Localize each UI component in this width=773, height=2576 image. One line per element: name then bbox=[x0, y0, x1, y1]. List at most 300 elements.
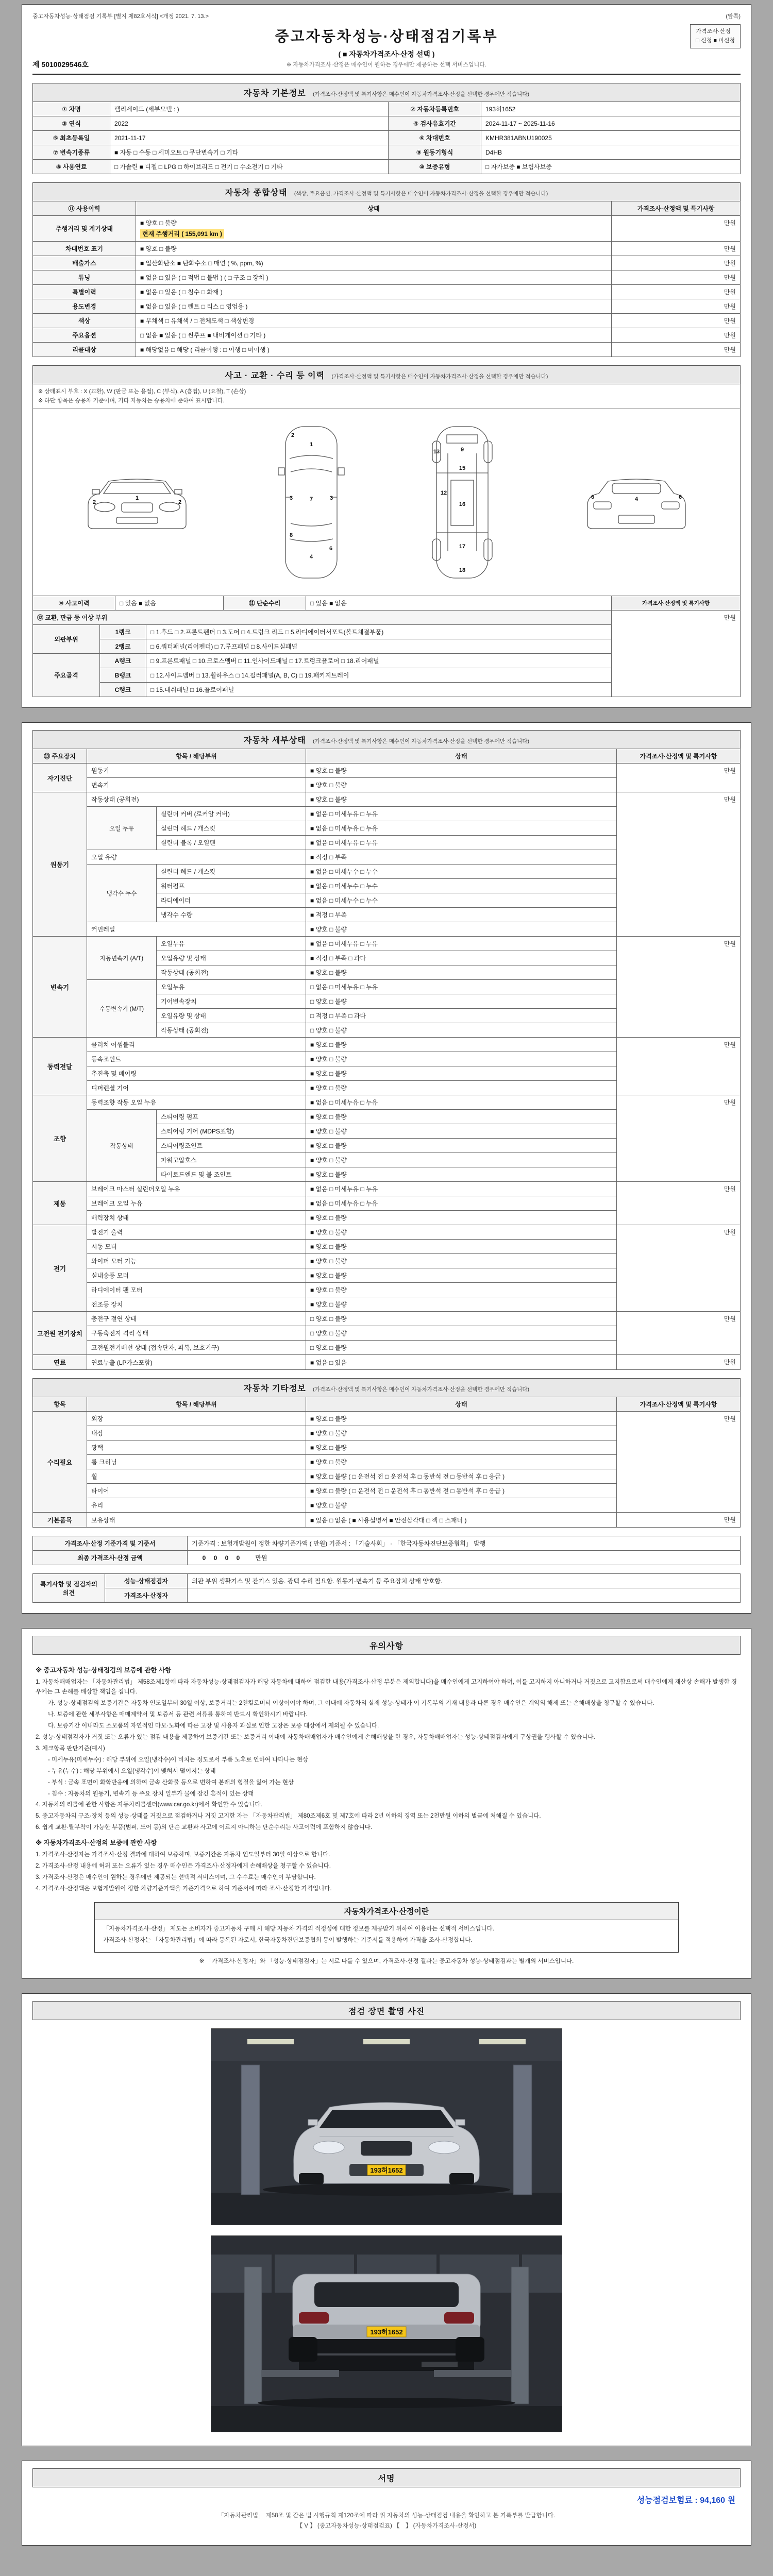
section-comprehensive-title-text: 자동차 종합상태 bbox=[225, 189, 288, 197]
panel-detail bbox=[22, 722, 751, 1614]
section-detail-title-text: 자동차 세부상태 bbox=[244, 736, 306, 745]
item-label: 오일유량 및 상태 bbox=[157, 1009, 306, 1023]
diagram-number: 4 bbox=[634, 496, 638, 503]
price-unit: 만원 bbox=[617, 764, 741, 792]
final-price-amount: 0 0 0 0 bbox=[202, 1554, 243, 1562]
field-label: ⑦ 변속기종류 bbox=[33, 145, 110, 160]
final-price-label: 최종 가격조사·산정 금액 bbox=[33, 1551, 188, 1565]
table-row bbox=[33, 937, 741, 951]
state-options: ■ 없음 □ 미세누수 □ 누수 bbox=[306, 879, 617, 893]
table-row bbox=[33, 1355, 741, 1370]
section-accident-note: (가격조사·산정액 및 특기사항은 매수인이 자동차가격조사·산정을 선택한 경우에만 적습니다) bbox=[331, 374, 548, 380]
appraiser-opinion-text bbox=[188, 1588, 741, 1603]
item-label: 오일누유 bbox=[157, 980, 306, 994]
notice-line: 1. 가격조사·산정자는 가격조사·산정 결과에 대하여 보증하며, 보증기간은 자동차 인도일부터 30일 이상으로 합니다. bbox=[36, 1852, 330, 1858]
state-options: ■ 양호 □ 불량 bbox=[306, 1110, 617, 1124]
table-row bbox=[33, 792, 741, 807]
table-header-row bbox=[33, 749, 741, 764]
section-detail bbox=[32, 730, 741, 1370]
photo-list bbox=[32, 2020, 741, 2435]
notice-line: ※ 중고자동차 성능·상태점검의 보증에 관한 사항 bbox=[36, 1667, 172, 1674]
signature-title-text: 서명 bbox=[378, 2474, 395, 2483]
diagram-number: 17 bbox=[459, 544, 465, 550]
item-label: 작동상태 (공회전) bbox=[87, 792, 306, 807]
item-label: 보유상태 bbox=[87, 1513, 306, 1528]
diagram-number: 7 bbox=[309, 496, 313, 503]
item-label: 스티어링 기어 (MDPS포함) bbox=[157, 1124, 306, 1139]
car-top-view-diagram bbox=[270, 422, 352, 582]
category-label: 자동변속기 (A/T) bbox=[87, 937, 157, 980]
item-label: 라디에이터 팬 모터 bbox=[87, 1283, 306, 1297]
item-label: 라디에이터 bbox=[157, 893, 306, 908]
field-label: ③ 연식 bbox=[33, 116, 110, 131]
accident-history-label: ⑩ 사고이력 bbox=[33, 596, 115, 611]
state-options: ■ 없음 □ 미세누수 □ 누수 bbox=[306, 893, 617, 908]
field-label: ⑥ 차대번호 bbox=[389, 131, 481, 145]
legend-line-2: ※ 하단 항목은 승용차 기준이며, 기타 자동차는 승용차에 준하여 표시합니다. bbox=[38, 397, 225, 404]
item-label: 커먼레일 bbox=[87, 922, 306, 937]
price-basis-table bbox=[32, 1536, 741, 1565]
rank-items: □ 15.대쉬패널 □ 16.플로어패널 bbox=[146, 683, 612, 697]
item-label: 변속기 bbox=[87, 778, 306, 792]
field-value: □ 가솔린 ■ 디젤 □ LPG □ 하이브리드 □ 전기 □ 수소전기 □ 기타 bbox=[110, 160, 389, 174]
row-label: 주요옵션 bbox=[33, 328, 136, 343]
item-label: 실린더 블록 / 오일팬 bbox=[157, 836, 306, 850]
opinion-title: 특기사항 및 점검자의 의견 bbox=[33, 1574, 105, 1603]
item-label: 전조등 장치 bbox=[87, 1297, 306, 1312]
item-label: 실내송풍 모터 bbox=[87, 1268, 306, 1283]
exchange-panel-table bbox=[32, 610, 741, 697]
field-label: ② 자동차등록번호 bbox=[389, 102, 481, 116]
document-header bbox=[32, 22, 741, 75]
diagram-number: 15 bbox=[459, 465, 465, 472]
state-options: ■ 양호 □ 불량 bbox=[306, 792, 617, 807]
state-options: ■ 양호 □ 불량 bbox=[306, 1052, 617, 1066]
state-options: ■ 해당없음 □ 해당 ( 리콜이행 : □ 이행 □ 미이행 ) bbox=[136, 343, 612, 357]
field-label: ④ 검사유효기간 bbox=[389, 116, 481, 131]
state-options: ■ 양호 □ 불량 bbox=[136, 242, 612, 256]
section-comprehensive-title bbox=[32, 182, 741, 201]
state-options: ■ 양호 □ 불량 bbox=[306, 1268, 617, 1283]
diagram-number: 9 bbox=[460, 447, 464, 453]
page-marker: (앞쪽) bbox=[726, 13, 741, 20]
state-options: ■ 양호 □ 불량 bbox=[306, 1426, 617, 1440]
license-plate-text: 193허1652 bbox=[370, 2166, 403, 2174]
table-row bbox=[33, 1095, 741, 1110]
panel-photos bbox=[22, 1993, 751, 2446]
field-value: 팰리세이드 (세부모델 : ) bbox=[110, 102, 389, 116]
col-state: 상태 bbox=[136, 201, 612, 216]
price-unit: 만원 bbox=[617, 1355, 741, 1370]
item-label: 원동기 bbox=[87, 764, 306, 778]
info-box-footnote: ※ 「가격조사·산정자」와 「성능·상태점검자」는 서로 다를 수 있으며, 가격조사·산정 결과는 중고자동차 성능·상태점검과는 별개의 서비스입니다. bbox=[199, 1958, 574, 1964]
diagram-number: 13 bbox=[433, 449, 440, 455]
state-options: ■ 양호 □ 불량 ( □ 운전석 전 □ 운전석 후 □ 동반석 전 □ 동반석 후 □ 응급 ) bbox=[306, 1469, 617, 1484]
row-label: 특별이력 bbox=[33, 285, 136, 299]
col-state: 상태 bbox=[306, 1397, 617, 1412]
rank-label: B랭크 bbox=[100, 668, 146, 683]
field-value: 2024-11-17 ~ 2025-11-16 bbox=[481, 116, 741, 131]
item-label: 실린더 헤드 / 개스킷 bbox=[157, 865, 306, 879]
state-options: ■ 없음 □ 미세누유 □ 누유 bbox=[306, 1196, 617, 1211]
item-label: 유리 bbox=[87, 1498, 306, 1513]
price-unit: 만원 bbox=[617, 792, 741, 937]
row-label: 튜닝 bbox=[33, 270, 136, 285]
col-usage-history: ⑪ 사용이력 bbox=[33, 201, 136, 216]
col-item: 항목 / 해당부위 bbox=[87, 1397, 306, 1412]
price-column-header: 가격조사·산정액 및 특기사항 bbox=[612, 596, 741, 611]
final-price-unit: 만원 bbox=[255, 1554, 267, 1562]
price-unit: 만원 bbox=[612, 285, 741, 299]
panel-group-label: 주요골격 bbox=[33, 654, 100, 697]
rank-items: □ 9.프론트패널 □ 10.크로스멤버 □ 11.인사이드패널 □ 17.트렁크플로어 □ 18.리어패널 bbox=[146, 654, 612, 668]
state-options: ■ 양호 □ 불량 bbox=[306, 1124, 617, 1139]
form-reference: 중고자동차성능·상태점검 기록부 [별지 제82호서식] <개정 2021. 7. 13.> bbox=[32, 13, 209, 20]
field-value: 2021-11-17 bbox=[110, 131, 389, 145]
section-basic-title bbox=[32, 83, 741, 102]
rank-items: □ 6.쿼터패널(리어펜더) □ 7.루프패널 □ 8.사이드실패널 bbox=[146, 639, 612, 654]
simple-repair-label: ⑪ 단순수리 bbox=[224, 596, 306, 611]
price-unit: 만원 bbox=[612, 242, 741, 256]
section-basic-note: (가격조사·산정액 및 특기사항은 매수인이 자동차가격조사·산정을 선택한 경우에만 적습니다) bbox=[313, 91, 529, 97]
state-options: ■ 양호 □ 불량 bbox=[306, 1211, 617, 1225]
item-label: 실린더 헤드 / 개스킷 bbox=[157, 821, 306, 836]
panel-signature bbox=[22, 2461, 751, 2546]
item-label: 내장 bbox=[87, 1426, 306, 1440]
state-options: ■ 없음 □ 있음 ( □ 침수 □ 화재 ) bbox=[136, 285, 612, 299]
item-label: 배력장치 상태 bbox=[87, 1211, 306, 1225]
state-options: ■ 양호 □ 불량 bbox=[306, 965, 617, 980]
state-options: ■ 없음 □ 미세누유 □ 누유 bbox=[306, 821, 617, 836]
price-unit: 만원 bbox=[617, 1412, 741, 1513]
notice-line: - 침수 : 자동차의 원동기, 변속기 등 주요 장치 일부가 물에 잠긴 흔적이 있는 상태 bbox=[48, 1790, 254, 1797]
state-options: ■ 적정 □ 부족 bbox=[306, 908, 617, 922]
section-comprehensive-note: (색상, 주요옵션, 가격조사·산정액 및 특기사항은 매수인이 자동차가격조사·산정을 선택한 경우에만 적습니다) bbox=[294, 191, 548, 197]
diagram-number: 3 bbox=[329, 495, 333, 502]
notice-line: 2. 성능·상태점검자가 거짓 또는 오류가 있는 점검 내용을 제공하여 보증기간 또는 보증거리 이내에 자동차매매업자가 매수인에게 손해배상을 한 경우, 자동차매매업자는 성능·상태점검자에게 구상권을 행사할 수 있습니다. bbox=[36, 1734, 595, 1740]
diagram-number: 16 bbox=[459, 501, 465, 508]
item-label: 발전기 출력 bbox=[87, 1225, 306, 1240]
exchange-section-label: ⑫ 교환, 판금 등 이상 부위 bbox=[33, 611, 612, 625]
rank-items: □ 12.사이드멤버 □ 13.휠하우스 □ 14.필러패널(A, B, C) □ 19.패키지트레이 bbox=[146, 668, 612, 683]
field-label: ① 차명 bbox=[33, 102, 110, 116]
diagram-number: 2 bbox=[178, 499, 181, 506]
diagram-number: 6 bbox=[591, 494, 594, 501]
price-unit: 만원 bbox=[617, 937, 741, 1038]
section-other-note: (가격조사·산정액 및 특기사항은 매수인이 자동차가격조사·산정을 선택한 경우에만 적습니다) bbox=[313, 1386, 529, 1393]
device-label: 기본품목 bbox=[33, 1513, 87, 1528]
price-unit: 만원 bbox=[612, 270, 741, 285]
notice-line: 가. 성능·상태점검의 보증기간은 자동차 인도일부터 30일 이상, 보증거리는 2천킬로미터 이상이어야 하며, 그 이내에 자동차의 실제 성능·상태가 이 기록부의 기재 내용과 다른 경우 매수인은 계약의 해제 또는 손해배상을 청구할 수 있습니다. bbox=[48, 1700, 654, 1706]
price-unit: 만원 bbox=[617, 1225, 741, 1312]
diagram-number: 2 bbox=[291, 432, 294, 439]
table-row bbox=[33, 256, 741, 270]
info-box-line: 「자동차가격조사·산정」 제도는 소비자가 중고자동차 구매 시 해당 자동차 가격의 적정성에 대한 정보를 제공받기 위하여 이용하는 선택적 서비스입니다. bbox=[103, 1925, 494, 1932]
state-options: ■ 양호 □ 불량 bbox=[306, 764, 617, 778]
table-row bbox=[33, 764, 741, 778]
state-options: □ 없음 ■ 있음 ( □ 썬루프 ■ 내비게이션 □ 기타 ) bbox=[136, 328, 612, 343]
field-value: 193허1652 bbox=[481, 102, 741, 116]
state-options: ■ 없음 □ 미세누유 □ 누유 bbox=[306, 836, 617, 850]
section-basic bbox=[32, 83, 741, 174]
table-row bbox=[33, 1574, 741, 1588]
rank-label: C랭크 bbox=[100, 683, 146, 697]
state-options: ■ 없음 □ 있음 ( □ 적법 □ 불법 ) ( □ 구조 □ 장치 ) bbox=[136, 270, 612, 285]
form-reference-line bbox=[32, 12, 741, 20]
price-unit: 만원 bbox=[612, 256, 741, 270]
notice-line: 나. 보증에 관한 세부사항은 매매계약서 및 보증서 등 관련 서류를 통하여 반드시 확인하시기 바랍니다. bbox=[48, 1711, 308, 1718]
price-basis-label: 가격조사·산정 기준가격 및 기준서 bbox=[33, 1536, 188, 1551]
item-label: 작동상태 (공회전) bbox=[157, 965, 306, 980]
table-row bbox=[33, 216, 741, 242]
item-label: 구동축전지 격리 상태 bbox=[87, 1326, 306, 1341]
category-label: 작동상태 bbox=[87, 1110, 157, 1182]
fee-value: 94,160 bbox=[700, 2496, 726, 2505]
diagram-number: 12 bbox=[440, 490, 447, 497]
state-options: ■ 없음 □ 있음 ( □ 렌트 □ 리스 □ 영업용 ) bbox=[136, 299, 612, 314]
state-options: ■ 적정 □ 부족 □ 과다 bbox=[306, 951, 617, 965]
state-options: ■ 있음 □ 없음 ( ■ 사용설명서 ■ 안전삼각대 □ 잭 □ 스패너 ) bbox=[306, 1513, 617, 1528]
state-options: ■ 양호 □ 불량 bbox=[306, 1153, 617, 1167]
section-basic-title-text: 자동차 기본정보 bbox=[244, 89, 306, 98]
page-title: 중고자동차성능·상태점검기록부 bbox=[275, 28, 498, 44]
item-label: 휠 bbox=[87, 1469, 306, 1484]
state-options: ■ 일산화탄소 ■ 탄화수소 □ 매연 ( %, ppm, %) bbox=[136, 256, 612, 270]
section-other-title-text: 자동차 기타정보 bbox=[244, 1384, 306, 1394]
state-options: ■ 양호 □ 불량 bbox=[306, 922, 617, 937]
item-label: 파워고압호스 bbox=[157, 1153, 306, 1167]
table-header-row bbox=[33, 1397, 741, 1412]
section-accident bbox=[32, 365, 741, 697]
state-options: ■ 양호 □ 불량 bbox=[306, 1498, 617, 1513]
state-options: ■ 양호 □ 불량 bbox=[306, 1254, 617, 1268]
diagram-number: 6 bbox=[678, 494, 682, 501]
col-price: 가격조사·산정액 및 특기사항 bbox=[617, 749, 741, 764]
notice-line: 다. 보증기간 이내라도 소모품의 자연적인 마모·노화에 따른 고장 및 사용자 과실로 인한 고장은 보증 대상에서 제외될 수 있습니다. bbox=[48, 1722, 379, 1729]
state-options: ■ 양호 □ 불량 bbox=[306, 1240, 617, 1254]
state-options: ■ 무채색 □ 유채색 / □ 전체도색 □ 색상변경 bbox=[136, 314, 612, 328]
col-state: 상태 bbox=[306, 749, 617, 764]
table-row bbox=[33, 1551, 741, 1565]
diagram-number: 1 bbox=[309, 442, 313, 448]
table-row bbox=[33, 160, 741, 174]
item-label: 동력조향 작동 오일 누유 bbox=[87, 1095, 306, 1110]
state-options: ■ 양호 □ 불량 bbox=[306, 1081, 617, 1095]
signature-statement-2: 【 V 】 (중고자동차성능·상태점검표) 【 】 (자동차가격조사·산정서) bbox=[296, 2523, 477, 2530]
section-other-title bbox=[32, 1378, 741, 1397]
state-options: ■ 양호 □ 불량 bbox=[306, 1297, 617, 1312]
state-options: ■ 없음 □ 미세누유 □ 누유 bbox=[306, 807, 617, 821]
item-label: 실린더 커버 (로커암 커버) bbox=[157, 807, 306, 821]
state-options: □ 양호 □ 불량 bbox=[306, 1341, 617, 1355]
select-box-options: □ 신청 ■ 미신청 bbox=[696, 37, 735, 44]
price-appraisal-select-box bbox=[690, 24, 741, 48]
table-header-row bbox=[33, 201, 741, 216]
state-options: ■ 양호 □ 불량 bbox=[306, 1167, 617, 1182]
state-options: □ 없음 □ 미세누유 □ 누유 bbox=[306, 980, 617, 994]
field-value: KMHR381ABNU190025 bbox=[481, 131, 741, 145]
section-accident-title bbox=[32, 365, 741, 384]
price-unit: 만원 bbox=[612, 299, 741, 314]
page-subtitle-note: ※ 자동차가격조사·산정은 매수인이 원하는 경우에만 제공하는 선택 서비스입니다. bbox=[287, 62, 486, 68]
appraiser-label: 가격조사·산정자 bbox=[105, 1588, 188, 1603]
diagram-number: 2 bbox=[92, 499, 96, 506]
basic-info-table bbox=[32, 101, 741, 174]
row-label: 용도변경 bbox=[33, 299, 136, 314]
table-row bbox=[33, 611, 741, 625]
section-accident-title-text: 사고 · 교환 · 수리 등 이력 bbox=[225, 371, 325, 380]
diagram-number: 1 bbox=[135, 495, 139, 502]
notice-line: 1. 자동차매매업자는 「자동차관리법」 제58조제1항에 따라 자동차성능·상태점검자가 해당 자동차에 대하여 점검한 내용(가격조사·산정 부분은 제외합니다)을 매수인에게 고지하여야 하며, 이를 고지하지 아니하거나 거짓으로 고지함으로써 매수인에게 재산상 손해가 발생한 경우에는 그 손해를 배상할 책임을 집니다. bbox=[36, 1679, 737, 1695]
row-label: 리콜대상 bbox=[33, 343, 136, 357]
device-label: 동력전달 bbox=[33, 1038, 87, 1095]
photos-title bbox=[32, 2001, 741, 2020]
mileage-value: 현재 주행거리 ( 155,091 km ) bbox=[140, 229, 224, 239]
item-label: 타이어 bbox=[87, 1484, 306, 1498]
state-options: ■ 적정 □ 부족 bbox=[306, 850, 617, 865]
table-row bbox=[33, 1038, 741, 1052]
device-label: 수리필요 bbox=[33, 1412, 87, 1513]
item-label: 작동상태 (공회전) bbox=[157, 1023, 306, 1038]
item-label: 워터펌프 bbox=[157, 879, 306, 893]
accident-history-state: □ 있음 ■ 없음 bbox=[115, 596, 224, 611]
state-options: ■ 양호 □ 불량 bbox=[306, 1455, 617, 1469]
panel-notices bbox=[22, 1628, 751, 1979]
state-options: □ 적정 □ 부족 □ 과다 bbox=[306, 1009, 617, 1023]
notice-line: - 누유(누수) : 해당 부위에서 오일(냉각수)이 맺혀서 떨어지는 상태 bbox=[48, 1768, 216, 1774]
comprehensive-table bbox=[32, 201, 741, 357]
item-label: 외장 bbox=[87, 1412, 306, 1426]
table-row bbox=[33, 314, 741, 328]
state-options: ■ 양호 □ 불량 bbox=[306, 1066, 617, 1081]
item-label: 타이로드엔드 및 볼 조인트 bbox=[157, 1167, 306, 1182]
table-row bbox=[33, 242, 741, 256]
rank-label: 2랭크 bbox=[100, 639, 146, 654]
table-row bbox=[33, 1513, 741, 1528]
page-subtitle: ( ■ 자동차가격조사·산정 선택 ) bbox=[338, 50, 435, 58]
col-price: 가격조사·산정액 및 특기사항 bbox=[617, 1397, 741, 1412]
row-label: 차대번호 표기 bbox=[33, 242, 136, 256]
table-row bbox=[33, 102, 741, 116]
fee-label: 성능점검보험료 : bbox=[636, 2496, 698, 2505]
row-label: 주행거리 및 계기상태 bbox=[33, 216, 136, 242]
state-options: ■ 없음 □ 미세누유 □ 누유 bbox=[306, 937, 617, 951]
price-basis-text: 기준가격 : 보험개발원이 정한 차량기준가액 ( 만원) 기준서 : 「기술사회」 · 「한국자동차진단보증협회」 발행 bbox=[188, 1536, 741, 1551]
simple-repair-state: □ 있음 ■ 없음 bbox=[306, 596, 612, 611]
diagram-number: 4 bbox=[309, 554, 313, 561]
diagram-number: 3 bbox=[289, 495, 293, 502]
final-price-value bbox=[188, 1551, 741, 1565]
panel-basic-info bbox=[22, 4, 751, 708]
notice-line: - 미세누유(미세누수) : 해당 부위에 오일(냉각수)이 비치는 정도로서 부품 노후로 인하여 나타나는 현상 bbox=[48, 1756, 309, 1763]
col-device: ⑬ 주요장치 bbox=[33, 749, 87, 764]
state-options: ■ 양호 □ 불량 bbox=[306, 1225, 617, 1240]
state-options: ■ 없음 □ 미세누수 □ 누수 bbox=[306, 865, 617, 879]
device-label: 원동기 bbox=[33, 792, 87, 937]
signature-title bbox=[32, 2468, 741, 2487]
price-unit: 만원 bbox=[612, 328, 741, 343]
section-detail-title bbox=[32, 730, 741, 749]
price-unit: 만원 bbox=[617, 1095, 741, 1182]
state-options: ■ 양호 □ 불량 bbox=[306, 1440, 617, 1455]
device-label: 고전원 전기장치 bbox=[33, 1312, 87, 1355]
table-row bbox=[33, 285, 741, 299]
state-options: ■ 양호 □ 불량 bbox=[306, 778, 617, 792]
notices-title bbox=[32, 1636, 741, 1655]
state-options: ■ 없음 □ 미세누유 □ 누유 bbox=[306, 1182, 617, 1196]
field-label: ⑧ 사용연료 bbox=[33, 160, 110, 174]
price-unit: 만원 bbox=[612, 343, 741, 357]
legend-line-1: ※ 상태표시 부호 : X (교환), W (판금 또는 용접), C (부식), A (흠집), U (요철), T (손상) bbox=[38, 388, 246, 395]
info-box-line: 가격조사·산정자는 「자동차관리법」에 따라 등록된 자로서, 한국자동차진단보증협회 등이 발행하는 기준서를 적용하여 가격을 조사·산정합니다. bbox=[103, 1937, 473, 1943]
inspection-photo-front bbox=[211, 2028, 562, 2225]
diagram-number: 8 bbox=[289, 532, 293, 539]
row-label: 배출가스 bbox=[33, 256, 136, 270]
device-label: 자기진단 bbox=[33, 764, 87, 792]
field-value: D4HB bbox=[481, 145, 741, 160]
table-row bbox=[33, 270, 741, 285]
state-options: ■ 양호 □ 불량 ( □ 운전석 전 □ 운전석 후 □ 동반석 전 □ 동반석 후 □ 응급 ) bbox=[306, 1484, 617, 1498]
device-label: 조향 bbox=[33, 1095, 87, 1182]
rank-items: □ 1.후드 □ 2.프론트펜더 □ 3.도어 □ 4.트렁크 리드 □ 5.라디에이터서포트(볼트체결부품) bbox=[146, 625, 612, 639]
inspector-label: 성능·상태점검자 bbox=[105, 1574, 188, 1588]
panel-group-label: 외판부위 bbox=[33, 625, 100, 654]
signature-statement-1: 「자동차관리법」 제58조 및 같은 법 시행규칙 제120조에 따라 위 자동차의 성능·상태점검 내용을 확인하고 본 기록부를 발급합니다. bbox=[217, 2512, 556, 2519]
document-number: 제 5010029546호 bbox=[32, 60, 89, 69]
col-price: 가격조사·산정액 및 특기사항 bbox=[612, 201, 741, 216]
field-label: ⑨ 원동기형식 bbox=[389, 145, 481, 160]
table-row bbox=[33, 116, 741, 131]
state-options: □ 양호 □ 불량 bbox=[306, 994, 617, 1009]
table-row bbox=[33, 343, 741, 357]
item-label: 충전구 절연 상태 bbox=[87, 1312, 306, 1326]
notice-line: 3. 가격조사·산정은 매수인이 원하는 경우에만 제공되는 선택적 서비스이며, 그 수수료는 매수인이 부담합니다. bbox=[36, 1874, 316, 1880]
section-comprehensive bbox=[32, 182, 741, 357]
item-label: 등속조인트 bbox=[87, 1052, 306, 1066]
item-label: 오일누유 bbox=[157, 937, 306, 951]
price-unit: 만원 bbox=[612, 216, 741, 242]
item-label: 브레이크 오일 누유 bbox=[87, 1196, 306, 1211]
car-damage-diagrams bbox=[32, 409, 741, 596]
field-value: 2022 bbox=[110, 116, 389, 131]
item-label: 스티어링조인트 bbox=[157, 1139, 306, 1153]
item-label: 오일 유량 bbox=[87, 850, 306, 865]
table-row bbox=[33, 328, 741, 343]
item-label: 와이퍼 모터 기능 bbox=[87, 1254, 306, 1268]
state-code-legend bbox=[32, 384, 741, 409]
table-row bbox=[33, 299, 741, 314]
device-label: 변속기 bbox=[33, 937, 87, 1038]
price-unit: 만원 bbox=[612, 611, 741, 697]
inspector-opinion-text: 외판 부위 생활기스 및 잔기스 있음. 광택 수리 필요함. 원동기·변속기 등 주요장치 상태 양호함. bbox=[188, 1574, 741, 1588]
notice-line: 2. 가격조사·산정 내용에 허위 또는 오류가 있는 경우 매수인은 가격조사·산정자에게 손해배상을 청구할 수 있습니다. bbox=[36, 1862, 331, 1869]
state-options: ■ 없음 □ 있음 bbox=[306, 1355, 617, 1370]
state-options: ■ 양호 □ 불량 bbox=[306, 1038, 617, 1052]
opinion-table bbox=[32, 1573, 741, 1603]
item-label: 오일유량 및 상태 bbox=[157, 951, 306, 965]
notice-line: ※ 자동차가격조사·산정의 보증에 관한 사항 bbox=[36, 1839, 157, 1847]
col-item: 항목 / 해당부위 bbox=[87, 749, 306, 764]
item-label: 스티어링 펌프 bbox=[157, 1110, 306, 1124]
section-other bbox=[32, 1378, 741, 1528]
table-row bbox=[33, 1536, 741, 1551]
device-label: 전기 bbox=[33, 1225, 87, 1312]
item-label: 냉각수 수량 bbox=[157, 908, 306, 922]
notice-line: 4. 가격조사·산정액은 보험개발원이 정한 차량기준가액을 기준가격으로 하여 기준서에 따라 조사·산정한 가격입니다. bbox=[36, 1885, 332, 1892]
price-unit: 만원 bbox=[612, 314, 741, 328]
field-label: ⑤ 최초등록일 bbox=[33, 131, 110, 145]
inspection-insurance-fee bbox=[38, 2494, 735, 2505]
